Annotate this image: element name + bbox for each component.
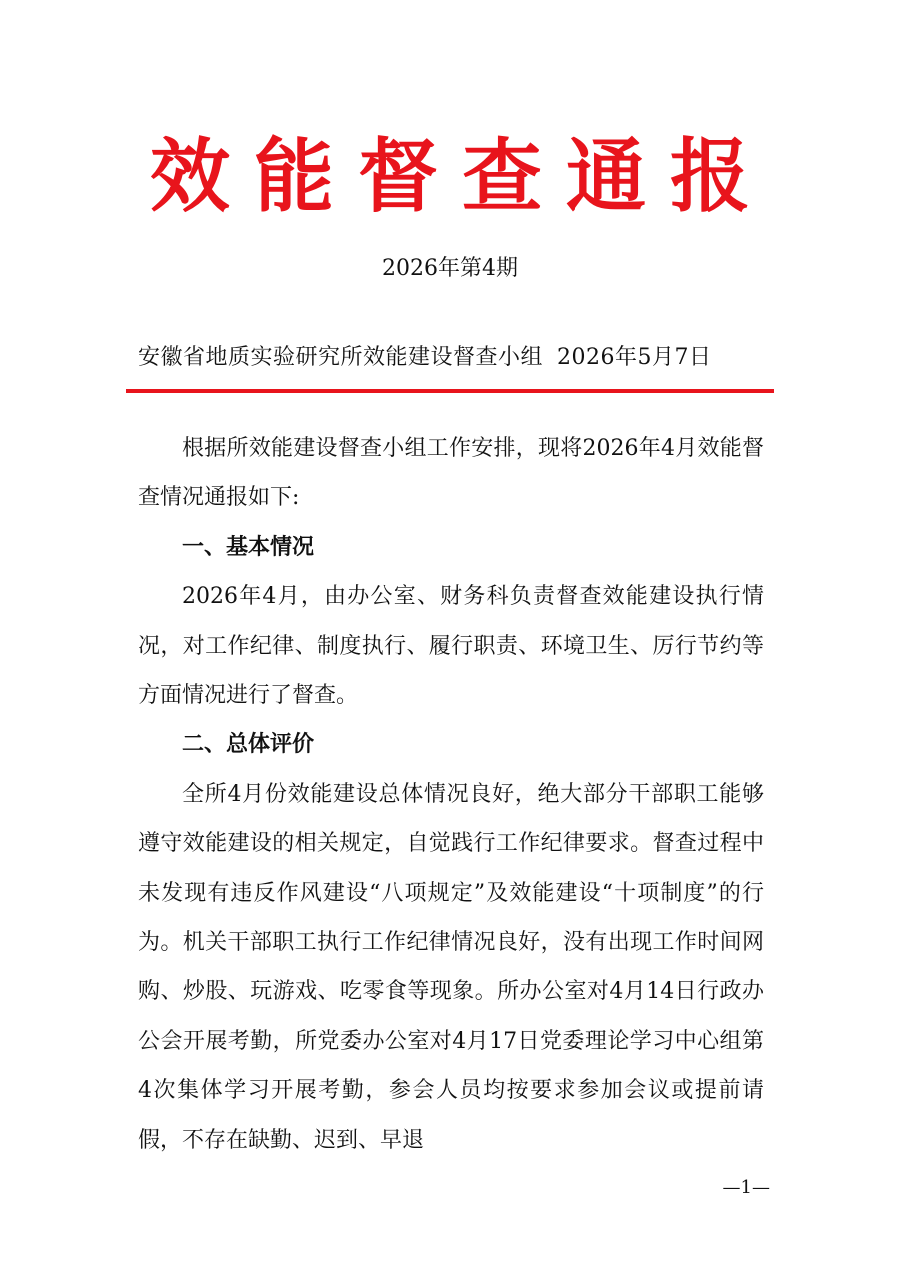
issuer-line bbox=[138, 343, 762, 373]
section-heading-basic: 一、基本情况 bbox=[182, 534, 315, 560]
issue-number: 2026年第4期 bbox=[382, 256, 518, 281]
evaluation-paragraph: 全所4月份效能建设总体情况良好，绝大部分干部职工能够遵守效能建设的相关规定，自觉践行工作纪律要求。督查过程中未发现有违反作风建设“八项规定”及效能建设“十项制度”的行为。机关干部职工执行工作纪律情况良好，没有出现工作时间网购、炒股、玩游戏、吃零食等现象。所办公室对4月14日行政办公会开展考勤，所党委办公室对4月17日党委理论学习中心组第4次集体学习开展考勤，参会人员均按要求参加会议或提前请假，不存在缺勤、迟到、早退 bbox=[138, 781, 764, 1153]
basic-situation-paragraph: 2026年4月，由办公室、财务科负责督查效能建设执行情况，对工作纪律、制度执行、履行职责、环境卫生、厉行节约等方面情况进行了督查。 bbox=[138, 584, 764, 709]
intro-paragraph: 根据所效能建设督查小组工作安排，现将2026年4月效能督查情况通报如下: bbox=[138, 436, 764, 511]
section-heading-evaluation: 二、总体评价 bbox=[182, 732, 315, 758]
red-divider-rule bbox=[126, 389, 774, 393]
issue-date: 2026年5月7日 bbox=[557, 345, 712, 370]
issuer-name: 安徽省地质实验研究所效能建设督查小组 bbox=[138, 345, 544, 370]
page-number: —1— bbox=[722, 1177, 770, 1198]
document-body bbox=[138, 424, 764, 1165]
masthead-title: 效能督查通报 bbox=[150, 129, 774, 223]
